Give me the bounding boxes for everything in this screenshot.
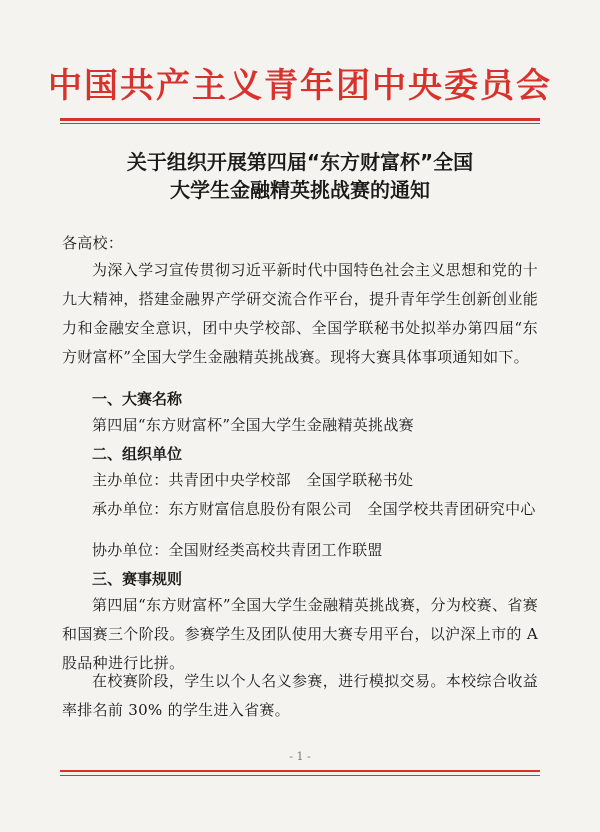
organization-header: 中国共产主义青年团中央委员会 [48, 66, 552, 106]
coorganizer-units: 协办单位：全国财经类高校共青团工作联盟 [92, 541, 383, 559]
rules-paragraph1: 第四届“东方财富杯”全国大学生金融精英挑战赛，分为校赛、省赛和国赛三个阶段。参赛学生及团队使用大赛专用平台，以沪深上市的 A 股品种进行比拼。 [62, 596, 538, 672]
footer-divider-thick [60, 770, 540, 772]
footer-divider-thin [60, 775, 540, 776]
rules-paragraph2: 在校赛阶段，学生以个人名义参赛，进行模拟交易。本校综合收益率排名前 30% 的学生进入省赛。 [62, 672, 538, 719]
page-number: - 1 - [289, 750, 311, 763]
host-units: 主办单位：共青团中央学校部 全国学联秘书处 [92, 471, 414, 489]
header-divider-thin [60, 123, 540, 124]
header-divider-thick [60, 118, 540, 121]
section3-heading: 三、赛事规则 [92, 570, 183, 588]
section1-heading: 一、大赛名称 [92, 390, 183, 408]
document-title-line1: 关于组织开展第四届“东方财富杯”全国 [126, 150, 474, 174]
organizer-units: 承办单位：东方财富信息股份有限公司 全国学校共青团研究中心 [92, 500, 536, 518]
intro-paragraph: 为深入学习宣传贯彻习近平新时代中国特色社会主义思想和党的十九大精神，搭建金融界产学研交流合作平台，提升青年学生创新创业能力和金融安全意识，团中央学校部、全国学联秘书处拟举办第四届“东方财富杯”全国大学生金融精英挑战赛。现将大赛具体事项通知如下。 [62, 261, 538, 366]
section2-heading: 二、组织单位 [92, 445, 183, 463]
section1-body: 第四届“东方财富杯”全国大学生金融精英挑战赛 [92, 416, 414, 434]
document-title-line2: 大学生金融精英挑战赛的通知 [170, 178, 430, 202]
salutation: 各高校： [62, 234, 124, 252]
